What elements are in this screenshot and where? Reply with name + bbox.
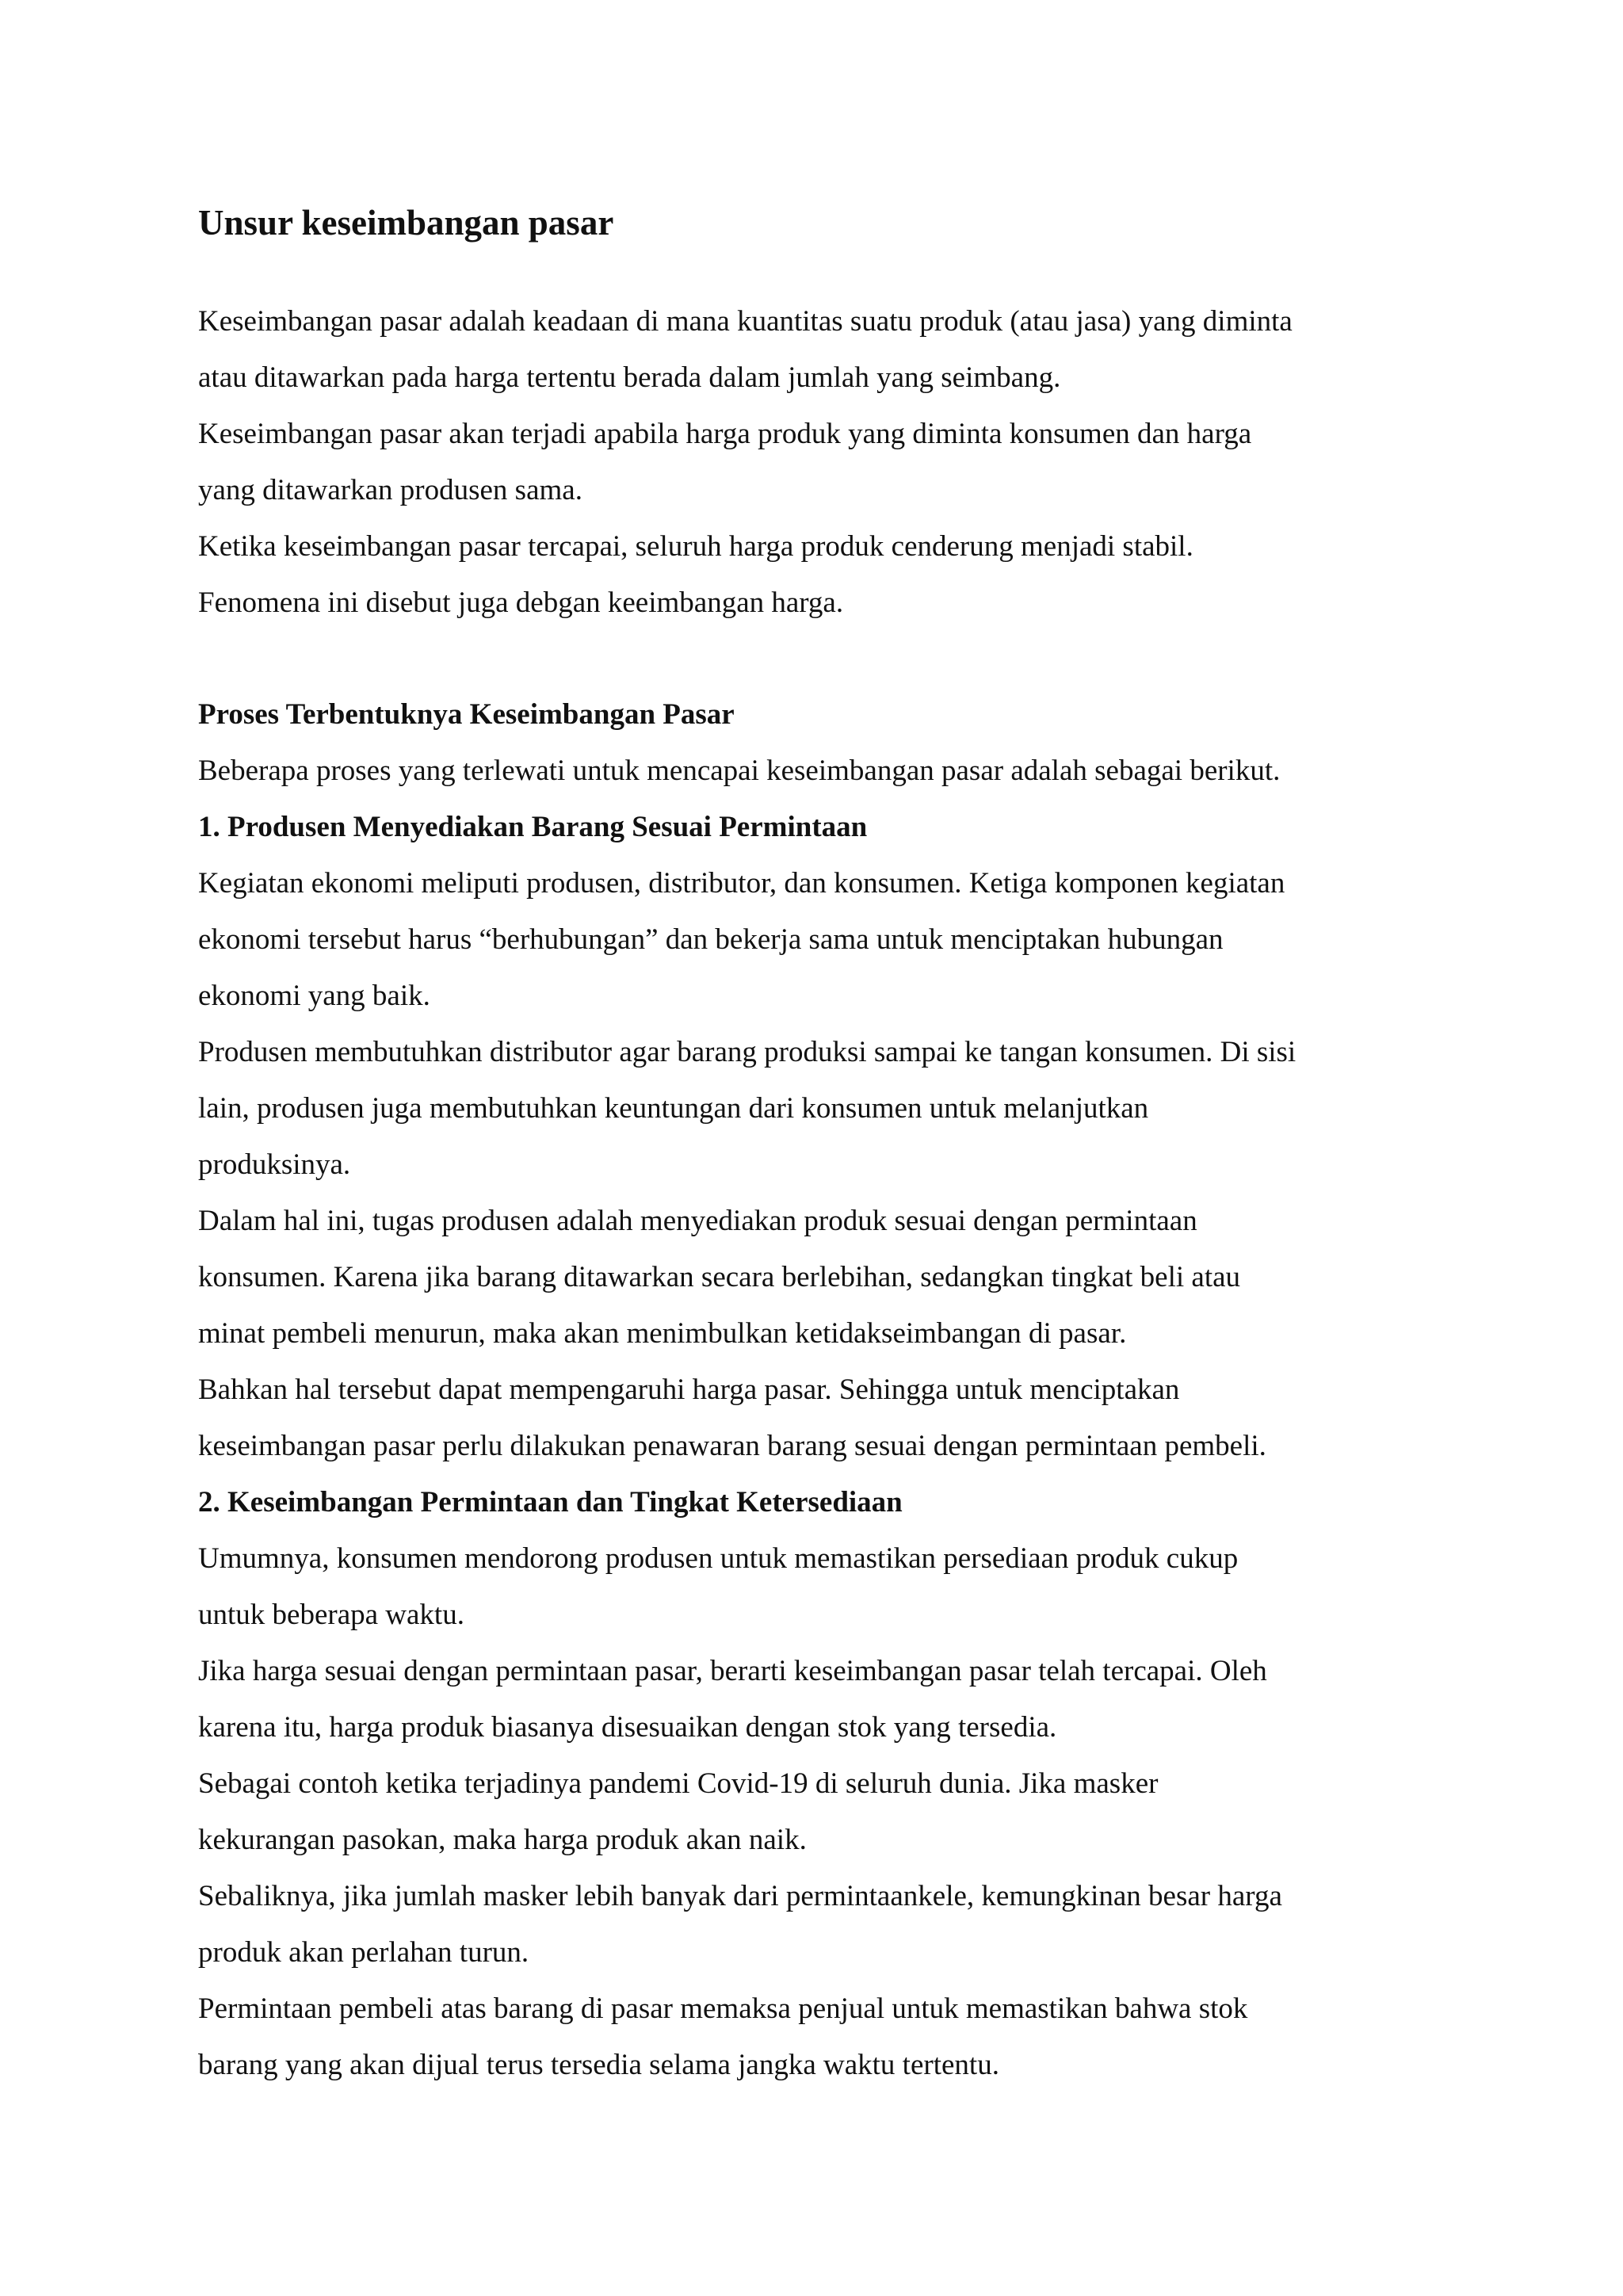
text-line: Fenomena ini disebut juga debgan keeimbangan harga. <box>198 586 844 619</box>
point-1-body <box>198 855 1442 1474</box>
text-line: Keseimbangan pasar adalah keadaan di mana kuantitas suatu produk (atau jasa) yang diminta <box>198 305 1293 338</box>
text-line: atau ditawarkan pada harga tertentu berada dalam jumlah yang seimbang. <box>198 361 1061 394</box>
point-2-heading: 2. Keseimbangan Permintaan dan Tingkat Ketersediaan <box>198 1486 903 1519</box>
text-line: Keseimbangan pasar akan terjadi apabila harga produk yang diminta konsumen dan harga <box>198 418 1252 450</box>
text-line: Produsen membutuhkan distributor agar barang produksi sampai ke tangan konsumen. Di sisi <box>198 1036 1296 1068</box>
text-line: produksinya. <box>198 1148 351 1181</box>
text-line: Umumnya, konsumen mendorong produsen untuk memastikan persediaan produk cukup <box>198 1542 1239 1575</box>
section-heading: Proses Terbentuknya Keseimbangan Pasar <box>198 698 735 731</box>
text-line: Dalam hal ini, tugas produsen adalah menyediakan produk sesuai dengan permintaan <box>198 1205 1197 1237</box>
document-body <box>198 198 1442 2093</box>
text-line: kekurangan pasokan, maka harga produk akan naik. <box>198 1824 807 1856</box>
paragraph-spacer <box>198 631 1442 686</box>
document-title: Unsur keseimbangan pasar <box>198 203 614 243</box>
text-line: yang ditawarkan produsen sama. <box>198 474 582 506</box>
text-line: Kegiatan ekonomi meliputi produsen, distributor, dan konsumen. Ketiga komponen kegiatan <box>198 867 1285 900</box>
text-line: barang yang akan dijual terus tersedia selama jangka waktu tertentu. <box>198 2049 999 2081</box>
text-line: Bahkan hal tersebut dapat mempengaruhi harga pasar. Sehingga untuk menciptakan <box>198 1373 1180 1406</box>
point-1-heading: 1. Produsen Menyediakan Barang Sesuai Permintaan <box>198 811 868 843</box>
text-line: produk akan perlahan turun. <box>198 1936 529 1969</box>
text-line: untuk beberapa waktu. <box>198 1599 464 1631</box>
text-line: Jika harga sesuai dengan permintaan pasar, berarti keseimbangan pasar telah tercapai. Oleh <box>198 1655 1267 1687</box>
text-line: Sebaliknya, jika jumlah masker lebih banyak dari permintaankele, kemungkinan besar harga <box>198 1880 1282 1912</box>
text-line: Ketika keseimbangan pasar tercapai, seluruh harga produk cenderung menjadi stabil. <box>198 530 1193 563</box>
text-line: konsumen. Karena jika barang ditawarkan secara berlebihan, sedangkan tingkat beli atau <box>198 1261 1241 1293</box>
intro-paragraph <box>198 293 1442 631</box>
text-line: Permintaan pembeli atas barang di pasar memaksa penjual untuk memastikan bahwa stok <box>198 1992 1248 2025</box>
text-line: keseimbangan pasar perlu dilakukan penawaran barang sesuai dengan permintaan pembeli. <box>198 1430 1266 1462</box>
section-intro: Beberapa proses yang terlewati untuk mencapai keseimbangan pasar adalah sebagai berikut. <box>198 755 1281 787</box>
text-line: karena itu, harga produk biasanya disesuaikan dengan stok yang tersedia. <box>198 1711 1057 1744</box>
text-line: ekonomi tersebut harus “berhubungan” dan bekerja sama untuk menciptakan hubungan <box>198 923 1224 956</box>
text-line: ekonomi yang baik. <box>198 980 430 1012</box>
text-line: Sebagai contoh ketika terjadinya pandemi Covid-19 di seluruh dunia. Jika masker <box>198 1767 1159 1800</box>
point-2-body <box>198 1530 1442 2093</box>
text-line: minat pembeli menurun, maka akan menimbulkan ketidakseimbangan di pasar. <box>198 1317 1127 1350</box>
text-line: lain, produsen juga membutuhkan keuntungan dari konsumen untuk melanjutkan <box>198 1092 1149 1125</box>
